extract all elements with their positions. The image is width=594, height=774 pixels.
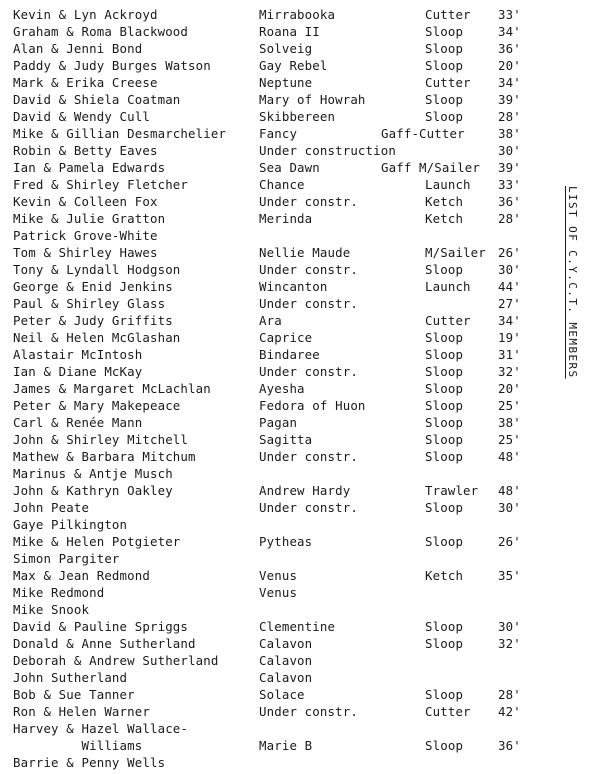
member-row xyxy=(0,550,560,567)
boat-length: 33' xyxy=(498,7,521,22)
rig-type: Launch xyxy=(425,279,471,294)
member-name: Paul & Shirley Glass xyxy=(13,296,166,311)
boat-length: 48' xyxy=(498,449,521,464)
rig-type: Gaff M/Sailer xyxy=(381,160,480,175)
rig-type: M/Sailer xyxy=(425,245,486,260)
boat-length: 31' xyxy=(498,347,521,362)
member-row xyxy=(0,601,560,618)
boat-name: Andrew Hardy xyxy=(259,483,351,498)
boat-length: 30' xyxy=(498,262,521,277)
member-row xyxy=(0,295,560,312)
member-name: Tony & Lyndall Hodgson xyxy=(13,262,181,277)
boat-length: 34' xyxy=(498,313,521,328)
boat-name: Caprice xyxy=(259,330,313,345)
member-row xyxy=(0,669,560,686)
rig-type: Sloop xyxy=(425,534,464,549)
boat-length: 20' xyxy=(498,58,521,73)
member-name: John & Shirley Mitchell xyxy=(13,432,189,447)
boat-length: 25' xyxy=(498,432,521,447)
rig-type: Ketch xyxy=(425,194,464,209)
member-name: Kevin & Lyn Ackroyd xyxy=(13,7,158,22)
member-name: Peter & Mary Makepeace xyxy=(13,398,181,413)
rig-type: Launch xyxy=(425,177,471,192)
rig-type: Sloop xyxy=(425,330,464,345)
boat-length: 42' xyxy=(498,704,521,719)
member-row xyxy=(0,261,560,278)
member-row xyxy=(0,380,560,397)
member-row xyxy=(0,737,560,754)
rig-type: Cutter xyxy=(425,704,471,719)
member-row xyxy=(0,329,560,346)
rig-type: Sloop xyxy=(425,381,464,396)
member-row xyxy=(0,227,560,244)
boat-name: Pytheas xyxy=(259,534,313,549)
member-name: Ian & Diane McKay xyxy=(13,364,143,379)
rig-type: Sloop xyxy=(425,415,464,430)
boat-length: 30' xyxy=(498,143,521,158)
rig-type: Sloop xyxy=(425,364,464,379)
member-name: Paddy & Judy Burges Watson xyxy=(13,58,211,73)
boat-name: Nellie Maude xyxy=(259,245,351,260)
boat-length: 48' xyxy=(498,483,521,498)
rig-type: Sloop xyxy=(425,262,464,277)
boat-name: Under constr. xyxy=(259,194,358,209)
member-row xyxy=(0,431,560,448)
boat-name: Gay Rebel xyxy=(259,58,328,73)
boat-length: 38' xyxy=(498,126,521,141)
rig-type: Sloop xyxy=(425,636,464,651)
boat-name: Sagitta xyxy=(259,432,313,447)
member-name: Alastair McIntosh xyxy=(13,347,143,362)
boat-name: Under construction xyxy=(259,143,396,158)
member-name: David & Pauline Spriggs xyxy=(13,619,189,634)
boat-length: 36' xyxy=(498,738,521,753)
boat-name: Mary of Howrah xyxy=(259,92,366,107)
boat-name: Fancy xyxy=(259,126,298,141)
rig-type: Sloop xyxy=(425,432,464,447)
rig-type: Sloop xyxy=(425,449,464,464)
member-name: John Peate xyxy=(13,500,90,515)
member-name: Ian & Pamela Edwards xyxy=(13,160,166,175)
boat-name: Under constr. xyxy=(259,500,358,515)
boat-name: Under constr. xyxy=(259,364,358,379)
boat-length: 27' xyxy=(498,296,521,311)
member-row xyxy=(0,499,560,516)
member-row xyxy=(0,6,560,23)
member-name: Robin & Betty Eaves xyxy=(13,143,158,158)
member-row xyxy=(0,57,560,74)
member-name: Kevin & Colleen Fox xyxy=(13,194,158,209)
member-name: Marinus & Antje Musch xyxy=(13,466,173,481)
member-name: Alan & Jenni Bond xyxy=(13,41,143,56)
member-name: Ron & Helen Warner xyxy=(13,704,150,719)
member-row xyxy=(0,244,560,261)
boat-name: Merinda xyxy=(259,211,313,226)
boat-name: Ara xyxy=(259,313,282,328)
boat-length: 26' xyxy=(498,534,521,549)
member-name: Tom & Shirley Hawes xyxy=(13,245,158,260)
boat-name: Venus xyxy=(259,568,298,583)
boat-name: Calavon xyxy=(259,670,313,685)
boat-name: Venus xyxy=(259,585,298,600)
member-name: Carl & Renée Mann xyxy=(13,415,143,430)
member-row xyxy=(0,193,560,210)
boat-name: Fedora of Huon xyxy=(259,398,366,413)
boat-length: 26' xyxy=(498,245,521,260)
member-name: Gaye Pilkington xyxy=(13,517,128,532)
boat-name: Calavon xyxy=(259,653,313,668)
boat-length: 20' xyxy=(498,381,521,396)
boat-length: 39' xyxy=(498,160,521,175)
member-row xyxy=(0,397,560,414)
boat-name: Under constr. xyxy=(259,296,358,311)
member-row xyxy=(0,652,560,669)
boat-name: Bindaree xyxy=(259,347,320,362)
member-row xyxy=(0,686,560,703)
boat-name: Under constr. xyxy=(259,262,358,277)
member-row xyxy=(0,618,560,635)
member-name: Mike Snook xyxy=(13,602,90,617)
member-row xyxy=(0,465,560,482)
member-name: Mike & Helen Potgieter xyxy=(13,534,181,549)
boat-name: Neptune xyxy=(259,75,313,90)
member-row xyxy=(0,312,560,329)
boat-name: Calavon xyxy=(259,636,313,651)
member-row xyxy=(0,720,560,737)
boat-name: Marie B xyxy=(259,738,313,753)
boat-length: 44' xyxy=(498,279,521,294)
member-name: Mike & Julie Gratton xyxy=(13,211,166,226)
boat-length: 32' xyxy=(498,364,521,379)
boat-length: 33' xyxy=(498,177,521,192)
member-row xyxy=(0,754,560,771)
member-name: Neil & Helen McGlashan xyxy=(13,330,181,345)
member-name: Donald & Anne Sutherland xyxy=(13,636,196,651)
boat-length: 34' xyxy=(498,24,521,39)
member-name: Simon Pargiter xyxy=(13,551,120,566)
member-row xyxy=(0,108,560,125)
boat-name: Roana II xyxy=(259,24,320,39)
rig-type: Trawler xyxy=(425,483,479,498)
boat-length: 30' xyxy=(498,619,521,634)
boat-name: Sea Dawn xyxy=(259,160,320,175)
member-name: John Sutherland xyxy=(13,670,128,685)
member-row xyxy=(0,346,560,363)
member-row xyxy=(0,703,560,720)
member-name: James & Margaret McLachlan xyxy=(13,381,211,396)
boat-name: Under constr. xyxy=(259,449,358,464)
member-row xyxy=(0,635,560,652)
boat-length: 30' xyxy=(498,500,521,515)
boat-name: Mirrabooka xyxy=(259,7,336,22)
rig-type: Ketch xyxy=(425,568,464,583)
member-row xyxy=(0,278,560,295)
rig-type: Sloop xyxy=(425,109,464,124)
boat-length: 32' xyxy=(498,636,521,651)
member-name: Mike & Gillian Desmarchelier xyxy=(13,126,227,141)
boat-name: Chance xyxy=(259,177,305,192)
boat-length: 28' xyxy=(498,109,521,124)
boat-length: 36' xyxy=(498,41,521,56)
rig-type: Cutter xyxy=(425,7,471,22)
rig-type: Sloop xyxy=(425,24,464,39)
member-name: Peter & Judy Griffits xyxy=(13,313,173,328)
member-name: David & Shiela Coatman xyxy=(13,92,181,107)
rig-type: Sloop xyxy=(425,347,464,362)
boat-length: 39' xyxy=(498,92,521,107)
member-row xyxy=(0,567,560,584)
member-name: David & Wendy Cull xyxy=(13,109,150,124)
rig-type: Sloop xyxy=(425,398,464,413)
boat-name: Under constr. xyxy=(259,704,358,719)
member-row xyxy=(0,210,560,227)
member-name: Patrick Grove-White xyxy=(13,228,158,243)
member-name: Max & Jean Redmond xyxy=(13,568,150,583)
member-name: Graham & Roma Blackwood xyxy=(13,24,189,39)
member-name: Harvey & Hazel Wallace- xyxy=(13,721,189,736)
member-row xyxy=(0,142,560,159)
boat-length: 34' xyxy=(498,75,521,90)
member-row xyxy=(0,448,560,465)
boat-length: 28' xyxy=(498,211,521,226)
boat-length: 36' xyxy=(498,194,521,209)
rig-type: Sloop xyxy=(425,687,464,702)
member-row xyxy=(0,414,560,431)
rig-type: Cutter xyxy=(425,75,471,90)
rig-type: Gaff-Cutter xyxy=(381,126,465,141)
rig-type: Sloop xyxy=(425,58,464,73)
member-name: George & Enid Jenkins xyxy=(13,279,173,294)
boat-name: Solace xyxy=(259,687,305,702)
member-row xyxy=(0,74,560,91)
rig-type: Sloop xyxy=(425,619,464,634)
boat-name: Wincanton xyxy=(259,279,328,294)
member-name: Bob & Sue Tanner xyxy=(13,687,135,702)
boat-name: Ayesha xyxy=(259,381,305,396)
member-name: Barrie & Penny Wells xyxy=(13,755,166,770)
member-row xyxy=(0,40,560,57)
member-name: Fred & Shirley Fletcher xyxy=(13,177,189,192)
member-row xyxy=(0,159,560,176)
member-row xyxy=(0,584,560,601)
member-row xyxy=(0,533,560,550)
boat-length: 25' xyxy=(498,398,521,413)
member-row xyxy=(0,125,560,142)
member-row xyxy=(0,176,560,193)
boat-length: 38' xyxy=(498,415,521,430)
member-name: Mark & Erika Creese xyxy=(13,75,158,90)
side-title: LIST OF C.Y.C.T. MEMBERS xyxy=(566,186,579,379)
rig-type: Ketch xyxy=(425,211,464,226)
boat-length: 35' xyxy=(498,568,521,583)
member-row xyxy=(0,363,560,380)
boat-name: Solveig xyxy=(259,41,313,56)
boat-name: Pagan xyxy=(259,415,298,430)
rig-type: Sloop xyxy=(425,41,464,56)
rig-type: Sloop xyxy=(425,738,464,753)
member-row xyxy=(0,23,560,40)
rig-type: Sloop xyxy=(425,92,464,107)
member-name: Williams xyxy=(13,738,143,753)
member-name: Deborah & Andrew Sutherland xyxy=(13,653,219,668)
rig-type: Cutter xyxy=(425,313,471,328)
boat-name: Clementine xyxy=(259,619,336,634)
boat-name: Skibbereen xyxy=(259,109,336,124)
member-row xyxy=(0,482,560,499)
member-row xyxy=(0,516,560,533)
member-name: Mathew & Barbara Mitchum xyxy=(13,449,196,464)
rig-type: Sloop xyxy=(425,500,464,515)
member-name: Mike Redmond xyxy=(13,585,105,600)
member-row xyxy=(0,91,560,108)
member-name: John & Kathryn Oakley xyxy=(13,483,173,498)
boat-length: 19' xyxy=(498,330,521,345)
boat-length: 28' xyxy=(498,687,521,702)
